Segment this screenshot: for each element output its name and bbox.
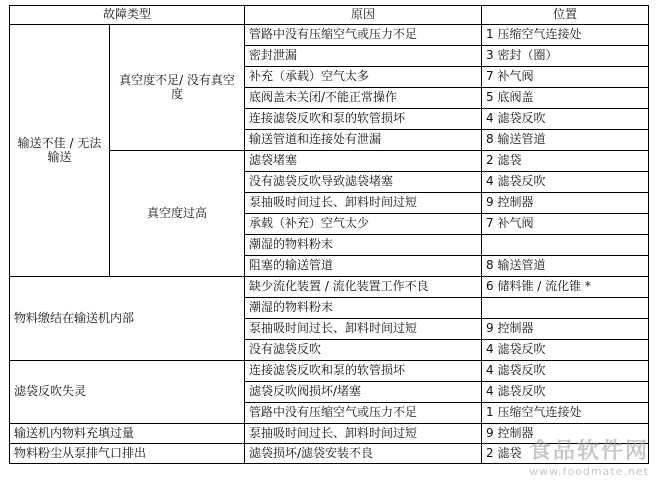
location-cell: 8 输送管道 [482,130,649,151]
location-cell: 7 补气阀 [482,214,649,235]
location-cell: 4 滤袋反吹 [482,382,649,403]
cause-cell: 潮湿的物料粉末 [245,235,482,256]
location-cell: 4 滤袋反吹 [482,340,649,361]
watermark-url: www.foodmate.net [529,465,649,478]
cause-cell: 泵抽吸时间过长、卸料时间过短 [245,319,482,340]
location-cell: 7 补气阀 [482,67,649,88]
location-cell: 4 滤袋反吹 [482,172,649,193]
fault-group-caking: 物料缴结在输送机内部 [10,277,245,361]
table-row [10,25,649,46]
cause-cell: 滤袋损坏/滤袋安装不良 [245,444,482,464]
fault-group-overfill: 输送机内物料充填过量 [10,424,245,444]
header-cause: 原因 [245,6,482,25]
location-cell: 6 储料锥 / 流化锥 * [482,277,649,298]
cause-cell: 管路中没有压缩空气或压力不足 [245,403,482,424]
table-row [10,361,649,382]
table-row [10,277,649,298]
cause-cell: 缺少流化装置 / 流化装置工作不良 [245,277,482,298]
location-cell [482,298,649,319]
cause-cell: 没有滤袋反吹导致滤袋堵塞 [245,172,482,193]
location-cell: 5 底阀盖 [482,88,649,109]
header-location: 位置 [482,6,649,25]
location-cell: 2 滤袋 [482,444,649,464]
cause-cell: 补充（承载）空气太多 [245,67,482,88]
cause-cell: 管路中没有压缩空气或压力不足 [245,25,482,46]
cause-cell: 潮湿的物料粉末 [245,298,482,319]
watermark [529,434,649,478]
header-row [10,6,649,25]
cause-cell: 泵抽吸时间过长、卸料时间过短 [245,424,482,444]
fault-group-backflush: 滤袋反吹失灵 [10,361,245,424]
location-cell: 4 滤袋反吹 [482,361,649,382]
cause-cell: 没有滤袋反吹 [245,340,482,361]
location-cell: 2 滤袋 [482,151,649,172]
header-fault-type: 故障类型 [10,6,245,25]
location-cell: 9 控制器 [482,193,649,214]
troubleshooting-table [9,5,649,464]
fault-subgroup-low-vacuum: 真空度不足/ 没有真空度 [110,25,245,151]
cause-cell: 泵抽吸时间过长、卸料时间过短 [245,193,482,214]
cause-cell: 输送管道和连接处有泄漏 [245,130,482,151]
cause-cell: 连接滤袋反吹和泵的软管损坏 [245,361,482,382]
cause-cell: 连接滤袋反吹和泵的软管损坏 [245,109,482,130]
location-cell: 9 控制器 [482,424,649,444]
location-cell: 8 输送管道 [482,256,649,277]
cause-cell: 滤袋堵塞 [245,151,482,172]
location-cell: 1 压缩空气连接处 [482,403,649,424]
location-cell: 9 控制器 [482,319,649,340]
cause-cell: 承载（补充）空气太少 [245,214,482,235]
fault-subgroup-high-vacuum: 真空度过高 [110,151,245,277]
fault-group-conveying: 输送不佳 / 无法输送 [10,25,110,277]
watermark-main: 食品软件网 [528,439,649,464]
cause-cell: 底阀盖未关闭/不能正常操作 [245,88,482,109]
cause-cell: 阻塞的输送管道 [245,256,482,277]
location-cell: 4 滤袋反吹 [482,109,649,130]
location-cell [482,235,649,256]
location-cell: 1 压缩空气连接处 [482,25,649,46]
cause-cell: 滤袋反吹阀损坏/堵塞 [245,382,482,403]
cause-cell: 密封泄漏 [245,46,482,67]
fault-group-dust: 物料粉尘从泵排气口排出 [10,444,245,464]
location-cell: 3 密封（圈） [482,46,649,67]
